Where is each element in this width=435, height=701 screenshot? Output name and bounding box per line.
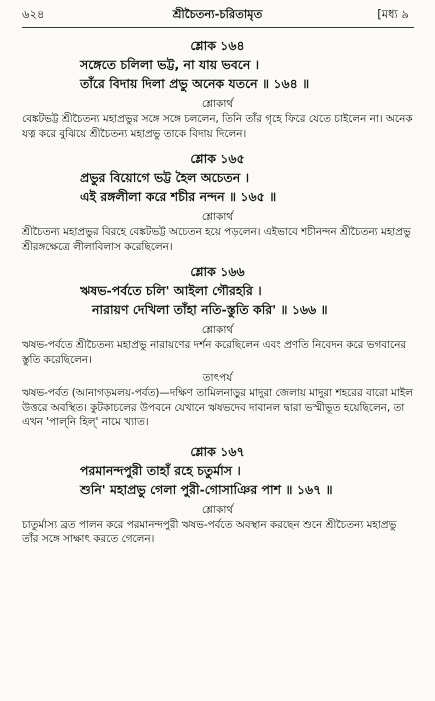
verse-block-167 [0,444,435,547]
verse-line: সঙ্গেতে চলিলা ভট্ট, না যায় ভবনে । [80,57,260,72]
purport-label: তাৎপর্য [202,372,233,384]
translation-label: শ্লোকার্থ [201,503,234,516]
translation-text: শ্রীচৈতন্য মহাপ্রভুর বিরহে বেঙ্কটভট্ট অচেতন হয়ে পড়লেন। এইভাবে শচীনন্দন শ্রীচৈতন্য মহাপ্রভু শ্রীরঙ্গক্ষেত্রে লীলাবিলাস করেছিলেন। [22,226,411,253]
header-rule [22,27,414,28]
translation-text: ঋষভ-পর্বতে শ্রীচৈতন্য মহাপ্রভু নারায়ণের দর্শন করেছিলেন এবং প্রণতি নিবেদন করে ভগবানের স্তুতি করেছিলেন। [22,339,407,366]
verse-line: ঋষভ-পর্বতে চলি' আইলা গৌরহরি । [80,283,262,298]
translation-label: শ্লোকার্থ [201,98,234,110]
verse-line: পরমানন্দপুরী তাহাঁ রহে চতুর্মাস । [80,462,241,478]
verse-line: তাঁরে বিদায় দিলা প্রভু অনেক যতনে ॥ ১৬৪ ॥ [80,76,310,91]
translation-label: শ্লোকার্থ [201,324,234,336]
verse-heading: শ্লোক ১৬৬ [190,264,245,279]
verse-heading: শ্লোক ১৬৭ [190,443,245,459]
verse-line: এই রঙ্গলীলা করে শচীর নন্দন ॥ ১৬৫ ॥ [80,189,277,204]
translation-label: শ্লোকার্থ [201,211,234,223]
verse-line: নারায়ণ দেখিলা তাঁহা নতি-স্তুতি করি' ॥ ১৬৬ ॥ [92,302,328,317]
verse-heading: শ্লোক ১৬৫ [190,151,245,166]
running-header [0,2,435,26]
book-title: শ্রীচৈতন্য-চরিতামৃত [172,7,263,21]
chapter-marker: [মধ্য ৯ [377,7,409,21]
page-number: ৬২৪ [22,7,45,21]
purport-text: ঋষভ-পর্বত (আনাগড়মলয়-পর্বত)—দক্ষিণ তামিলনাড়ুর মাদুরা জেলায় মাদুরা শহরের বারো মাইল উত্তরে অবস্থিত। কুটকাচলের উপবনে যেখানে ঋষভদেব দাবানল দ্বারা ভস্মীভূত হয়েছিলেন, তা এখন 'পাল্‌নি হিল্' নামে খ্যাত। [22,387,413,428]
translation-text: চাতুর্মাস্য ব্রত পালন করে পরমানন্দপুরী ঋষভ-পর্বতে অবস্থান করছেন শুনে শ্রীচৈতন্য মহাপ্রভু তাঁর সঙ্গে সাক্ষাৎ করতে গেলেন। [22,518,397,545]
verse-line: প্রভুর বিয়োগে ভট্ট হৈল অচেতন । [80,170,250,185]
page-body [0,36,435,547]
verse-block-164 [0,38,435,141]
verse-line: শুনি' মহাপ্রভু গেলা পুরী-গোসাঞির পাশ ॥ ১৬৭ ॥ [80,481,333,497]
verse-block-165 [0,151,435,254]
verse-block-166 [0,264,435,430]
translation-text: বেঙ্কটভট্ট শ্রীচৈতন্য মহাপ্রভুর সঙ্গে সঙ্গে চললেন, তিনি তাঁর গৃহে ফিরে যেতে চাইলেন না। অনেক যত্ন করে বুঝিয়ে শ্রীচৈতন্য মহাপ্রভু তাকে বিদায় দিলেন। [22,113,413,140]
verse-heading: শ্লোক ১৬৪ [190,38,245,53]
